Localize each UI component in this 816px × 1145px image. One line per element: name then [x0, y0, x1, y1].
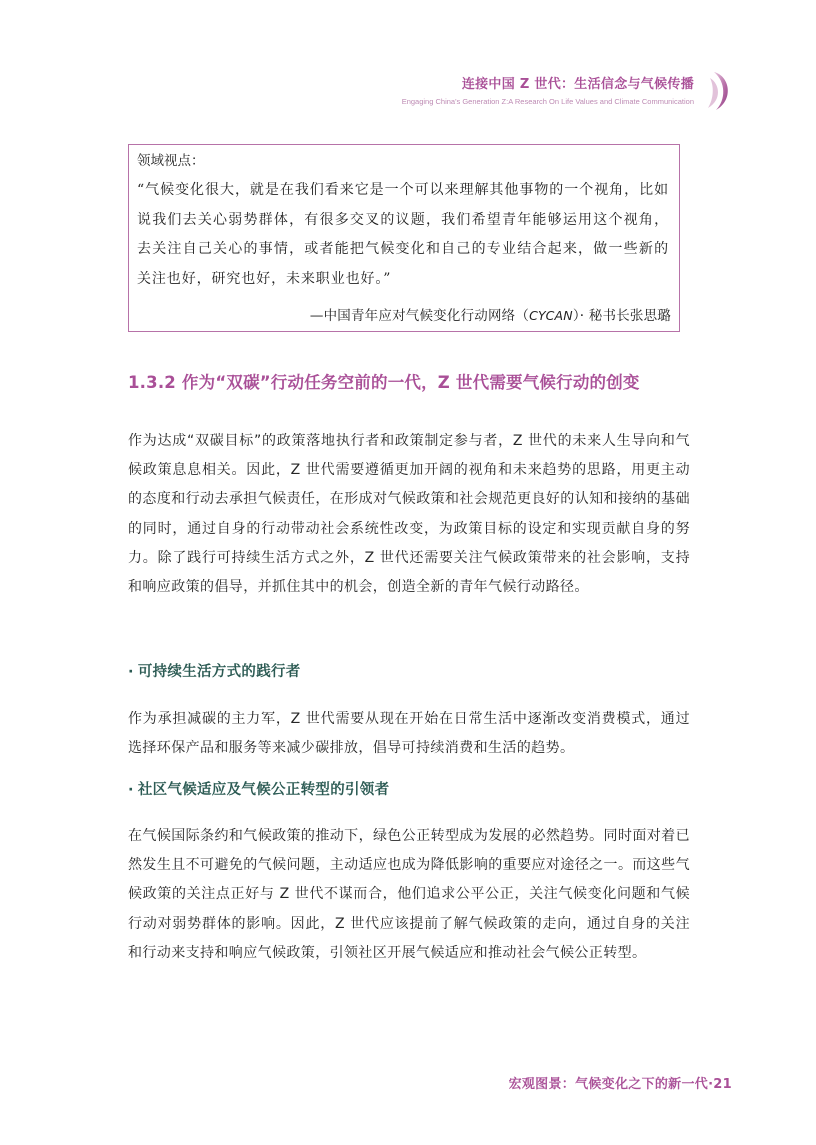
- quote-source-prefix: —中国青年应对气候变化行动网络（: [309, 308, 530, 324]
- quote-source-org: CYCAN: [529, 308, 573, 323]
- body-paragraph-1: 作为达成“双碳目标”的政策落地执行者和政策制定参与者，Z 世代的未来人生导向和气候政策息息相关。因此，Z 世代需要遵循更加开阔的视角和未来趋势的思路，用更主动的态度和行动去承担气候责任，在形成对气候政策和社会规范更良好的认知和接纳的基础的同时，通过自身的行动带动社会系统性改变，为政策目标的设定和实现贡献自身的努力。除了践行可持续生活方式之外，Z 世代还需要关注气候政策带来的社会影响，支持和响应政策的倡导，并抓住其中的机会，创造全新的青年气候行动路径。: [128, 433, 690, 596]
- body-paragraph-3: 在气候国际条约和气候政策的推动下，绿色公正转型成为发展的必然趋势。同时面对着已然发生且不可避免的气候问题，主动适应也成为降低影响的重要应对途径之一。而这些气候政策的关注点正好与 Z 世代不谋而合，他们追求公平公正，关注气候变化问题和气候行动对弱势群体的影响。因此，Z 世代应该提前了解气候政策的走向，通过自身的关注和行动来支持和响应气候政策，引领社区开展气候适应和推动社会气候公正转型。: [128, 828, 690, 961]
- bullet-dot: ·: [128, 664, 134, 680]
- header-title: 连接中国 Z 世代：生活信念与气候传播: [461, 77, 694, 92]
- crescent-moon-icon: [700, 70, 736, 112]
- quote-source-suffix: ）· 秘书长张思璐: [572, 308, 671, 324]
- sub-heading-community-leaders: [128, 779, 389, 801]
- section-heading: 1.3.2 作为“双碳”行动任务空前的一代，Z 世代需要气候行动的创变: [128, 373, 640, 392]
- sub-heading-text: 可持续生活方式的践行者: [137, 664, 301, 680]
- quote-heading: 领域视点：: [137, 153, 205, 169]
- running-header: [402, 76, 694, 108]
- body-paragraph-2: 作为承担减碳的主力军，Z 世代需要从现在开始在日常生活中逐渐改变消费模式，通过选择环保产品和服务等来减少碳排放，倡导可持续消费和生活的趋势。: [128, 711, 690, 757]
- sub-heading-sustainable-lifestyle: [128, 661, 301, 683]
- quote-source: [310, 306, 671, 326]
- page-footer: 宏观图景：气候变化之下的新一代·21: [508, 1077, 732, 1092]
- perspective-quote-box: [128, 144, 680, 332]
- bullet-dot: ·: [128, 782, 134, 798]
- quote-text: “气候变化很大，就是在我们看来它是一个可以来理解其他事物的一个视角，比如说我们去关心弱势群体，有很多交叉的议题，我们希望青年能够运用这个视角，去关注自己关心的事情，或者能把气候变化和自己的专业结合起来，做一些新的关注也好，研究也好，未来职业也好。”: [137, 182, 669, 287]
- header-subtitle: Engaging China's Generation Z:A Research On Life Values and Climate Communication: [401, 97, 694, 106]
- sub-heading-text: 社区气候适应及气候公正转型的引领者: [137, 782, 390, 798]
